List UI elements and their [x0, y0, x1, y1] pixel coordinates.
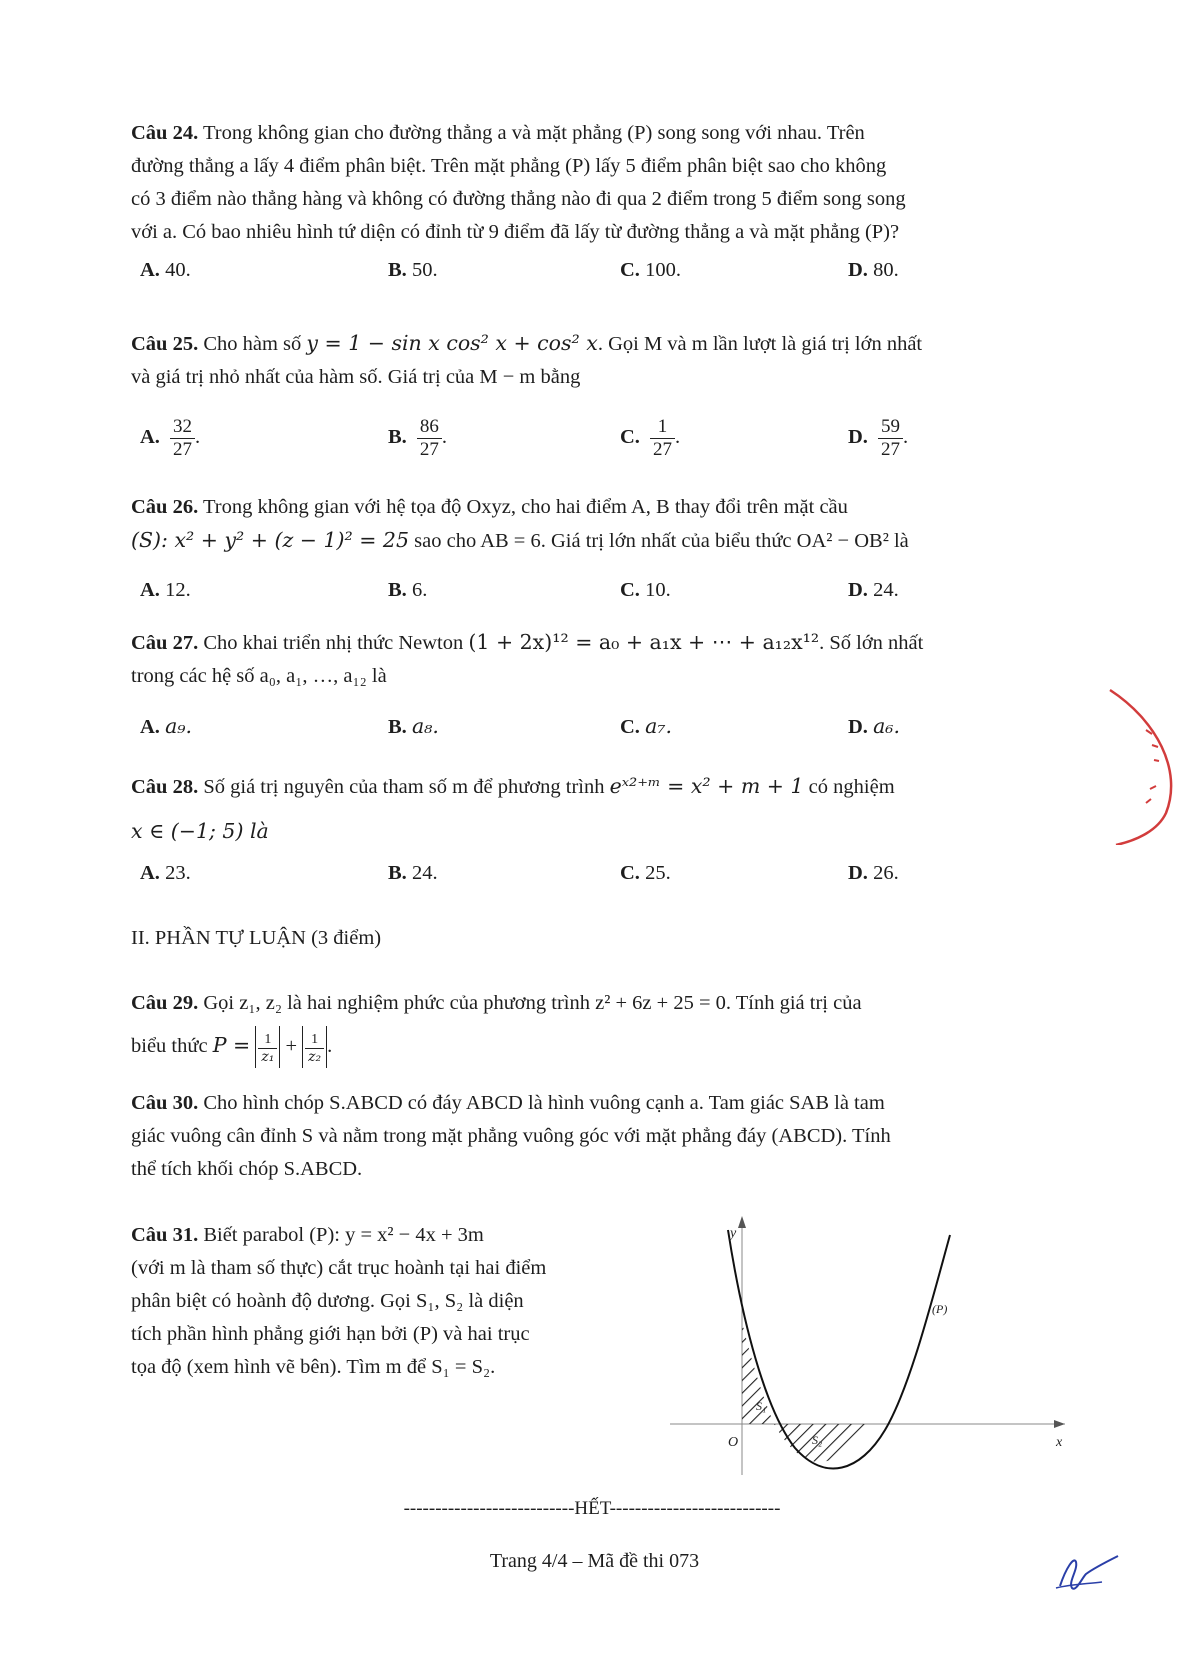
- question-28: [131, 764, 1076, 853]
- option-a: A. a₉.: [140, 714, 193, 738]
- question-30: [131, 1087, 1076, 1186]
- question-text: và giá trị nhỏ nhất của hàm số. Giá trị của M − m bằng: [131, 366, 581, 388]
- question-25: [131, 327, 1076, 394]
- option-a: A. 23.: [140, 862, 191, 884]
- question-text: tích phần hình phẳng giới hạn bởi (P) và hai trục: [131, 1323, 530, 1345]
- question-text: có nghiệm: [808, 776, 895, 798]
- math-expression: P =: [212, 1033, 251, 1057]
- option-a: A. $\frac{32}{27}$ .: [140, 416, 201, 460]
- question-text: có 3 điểm nào thẳng hàng và không có đường thẳng nào đi qua 2 điểm trong 5 điểm song song: [131, 188, 906, 210]
- question-29: Câu 29. Gọi z₁, z₂ là hai nghiệm phức của phương trình z² + 6z + 25 = 0. Tính giá trị của biểu thức P = $\frac{1}{\text{z₁}}$ + $\frac{1}{\text{z₂}}$ .: [131, 982, 1076, 1068]
- question-label: Câu 31.: [131, 1224, 199, 1246]
- option-b: B. $\frac{86}{27}$ .: [388, 416, 447, 460]
- question-text: tọa độ (xem hình vẽ bên). Tìm m để S₁ = S₂.: [131, 1356, 496, 1378]
- question-text: đường thẳng a lấy 4 điểm phân biệt. Trên mặt phẳng (P) lấy 5 điểm phân biệt sao cho không: [131, 155, 887, 177]
- option-d: D. 24.: [848, 579, 899, 601]
- question-text: biểu thức: [131, 1035, 208, 1057]
- s1-label: S₁: [756, 1399, 767, 1413]
- question-label: Câu 27.: [131, 632, 199, 654]
- option-b: B. 24.: [388, 862, 438, 884]
- s2-label: S₂: [812, 1433, 823, 1447]
- option-d: D. 26.: [848, 862, 899, 884]
- signature-icon: [1052, 1548, 1122, 1598]
- question-label: Câu 25.: [131, 333, 199, 355]
- question-text: Gọi z₁, z₂ là hai nghiệm phức của phương trình z² + 6z + 25 = 0. Tính giá trị của: [203, 992, 862, 1014]
- option-d: D. $\frac{59}{27}$ .: [848, 416, 909, 460]
- option-c: C. a₇.: [620, 714, 673, 738]
- option-c: C. 100.: [620, 259, 681, 281]
- abs-value: $\frac{1}{\text{z₁}}$: [255, 1026, 280, 1068]
- question-label: Câu 26.: [131, 496, 199, 518]
- question-label: Câu 28.: [131, 776, 199, 798]
- options-27: [140, 714, 940, 748]
- question-text: với a. Có bao nhiêu hình tứ diện có đỉnh từ 9 điểm đã lấy từ đường thẳng a và mặt phẳng (P)?: [131, 221, 900, 243]
- x-axis-arrow-icon: [1054, 1420, 1065, 1428]
- math-expression: y = 1 − sin x cos² x + cos² x: [306, 331, 598, 355]
- abs-value: $\frac{1}{\text{z₂}}$: [302, 1026, 327, 1068]
- options-24: [140, 259, 940, 293]
- question-31: [131, 1219, 651, 1384]
- option-c: C. $\frac{1}{27}$ .: [620, 416, 681, 460]
- question-text: giác vuông cân đỉnh S và nằm trong mặt phẳng vuông góc với mặt phẳng đáy (ABCD). Tính: [131, 1125, 891, 1147]
- question-text: thể tích khối chóp S.ABCD.: [131, 1158, 363, 1180]
- question-text: Trong không gian với hệ tọa độ Oxyz, cho hai điểm A, B thay đổi trên mặt cầu: [202, 496, 848, 518]
- option-c: C. 10.: [620, 579, 671, 601]
- question-27: [131, 626, 1076, 693]
- origin-label: O: [728, 1435, 739, 1450]
- options-26: [140, 579, 940, 613]
- option-a: A. 12.: [140, 579, 191, 601]
- options-28: [140, 862, 940, 896]
- question-text: Trong không gian cho đường thẳng a và mặt phẳng (P) song song với nhau. Trên: [202, 122, 865, 144]
- math-expression: eˣ²⁺ᵐ = x² + m + 1: [609, 774, 804, 798]
- section-heading: II. PHẦN TỰ LUẬN (3 điểm): [131, 927, 382, 949]
- option-b: B. a₈.: [388, 714, 439, 738]
- question-text: Biết parabol (P): y = x² − 4x + 3m: [203, 1224, 484, 1246]
- question-text: (với m là tham số thực) cắt trục hoành tại hai điểm: [131, 1257, 547, 1279]
- math-expression: (1 + 2x)¹² = a₀ + a₁x + ⋯ + a₁₂x¹²: [468, 630, 820, 654]
- question-text: . Số lớn nhất: [819, 632, 924, 654]
- option-d: D. a₆.: [848, 714, 901, 738]
- question-label: Câu 30.: [131, 1092, 199, 1114]
- option-b: B. 6.: [388, 579, 428, 601]
- question-26: [131, 491, 1076, 558]
- question-text: trong các hệ số a₀, a₁, …, a₁₂ là: [131, 665, 387, 687]
- question-label: Câu 29.: [131, 992, 199, 1014]
- question-24: [131, 117, 1076, 249]
- y-axis-arrow-icon: [738, 1216, 746, 1228]
- math-expression: (S): x² + y² + (z − 1)² = 25: [131, 528, 410, 552]
- question-text: . Gọi M và m lần lượt là giá trị lớn nhất: [597, 333, 923, 355]
- question-text: phân biệt có hoành độ dương. Gọi S₁, S₂ là diện: [131, 1290, 524, 1312]
- question-text: Cho hình chóp S.ABCD có đáy ABCD là hình vuông cạnh a. Tam giác SAB là tam: [203, 1092, 885, 1114]
- question-text: x ∈ (−1; 5) là: [131, 819, 269, 843]
- option-b: B. 50.: [388, 259, 438, 281]
- question-label: Câu 24.: [131, 122, 199, 144]
- option-a: A. 40.: [140, 259, 191, 281]
- question-text: Số giá trị nguyên của tham số m để phương trình: [203, 776, 605, 798]
- parabola-graph: [670, 1210, 1080, 1480]
- question-text: sao cho AB = 6. Giá trị lớn nhất của biểu thức OA² − OB² là: [414, 530, 909, 552]
- end-marker: ---------------------------HẾT---------------------------: [403, 1498, 781, 1519]
- p-label: (P): [932, 1302, 948, 1316]
- option-c: C. 25.: [620, 862, 671, 884]
- options-25: [140, 416, 940, 476]
- page-footer: Trang 4/4 – Mã đề thi 073: [489, 1550, 700, 1572]
- question-text: Cho hàm số: [203, 333, 302, 355]
- option-d: D. 80.: [848, 259, 899, 281]
- x-label: x: [1056, 1435, 1063, 1450]
- question-text: Cho khai triển nhị thức Newton: [203, 632, 464, 654]
- y-label: y: [730, 1226, 737, 1241]
- stamp-fragment: [1108, 685, 1189, 845]
